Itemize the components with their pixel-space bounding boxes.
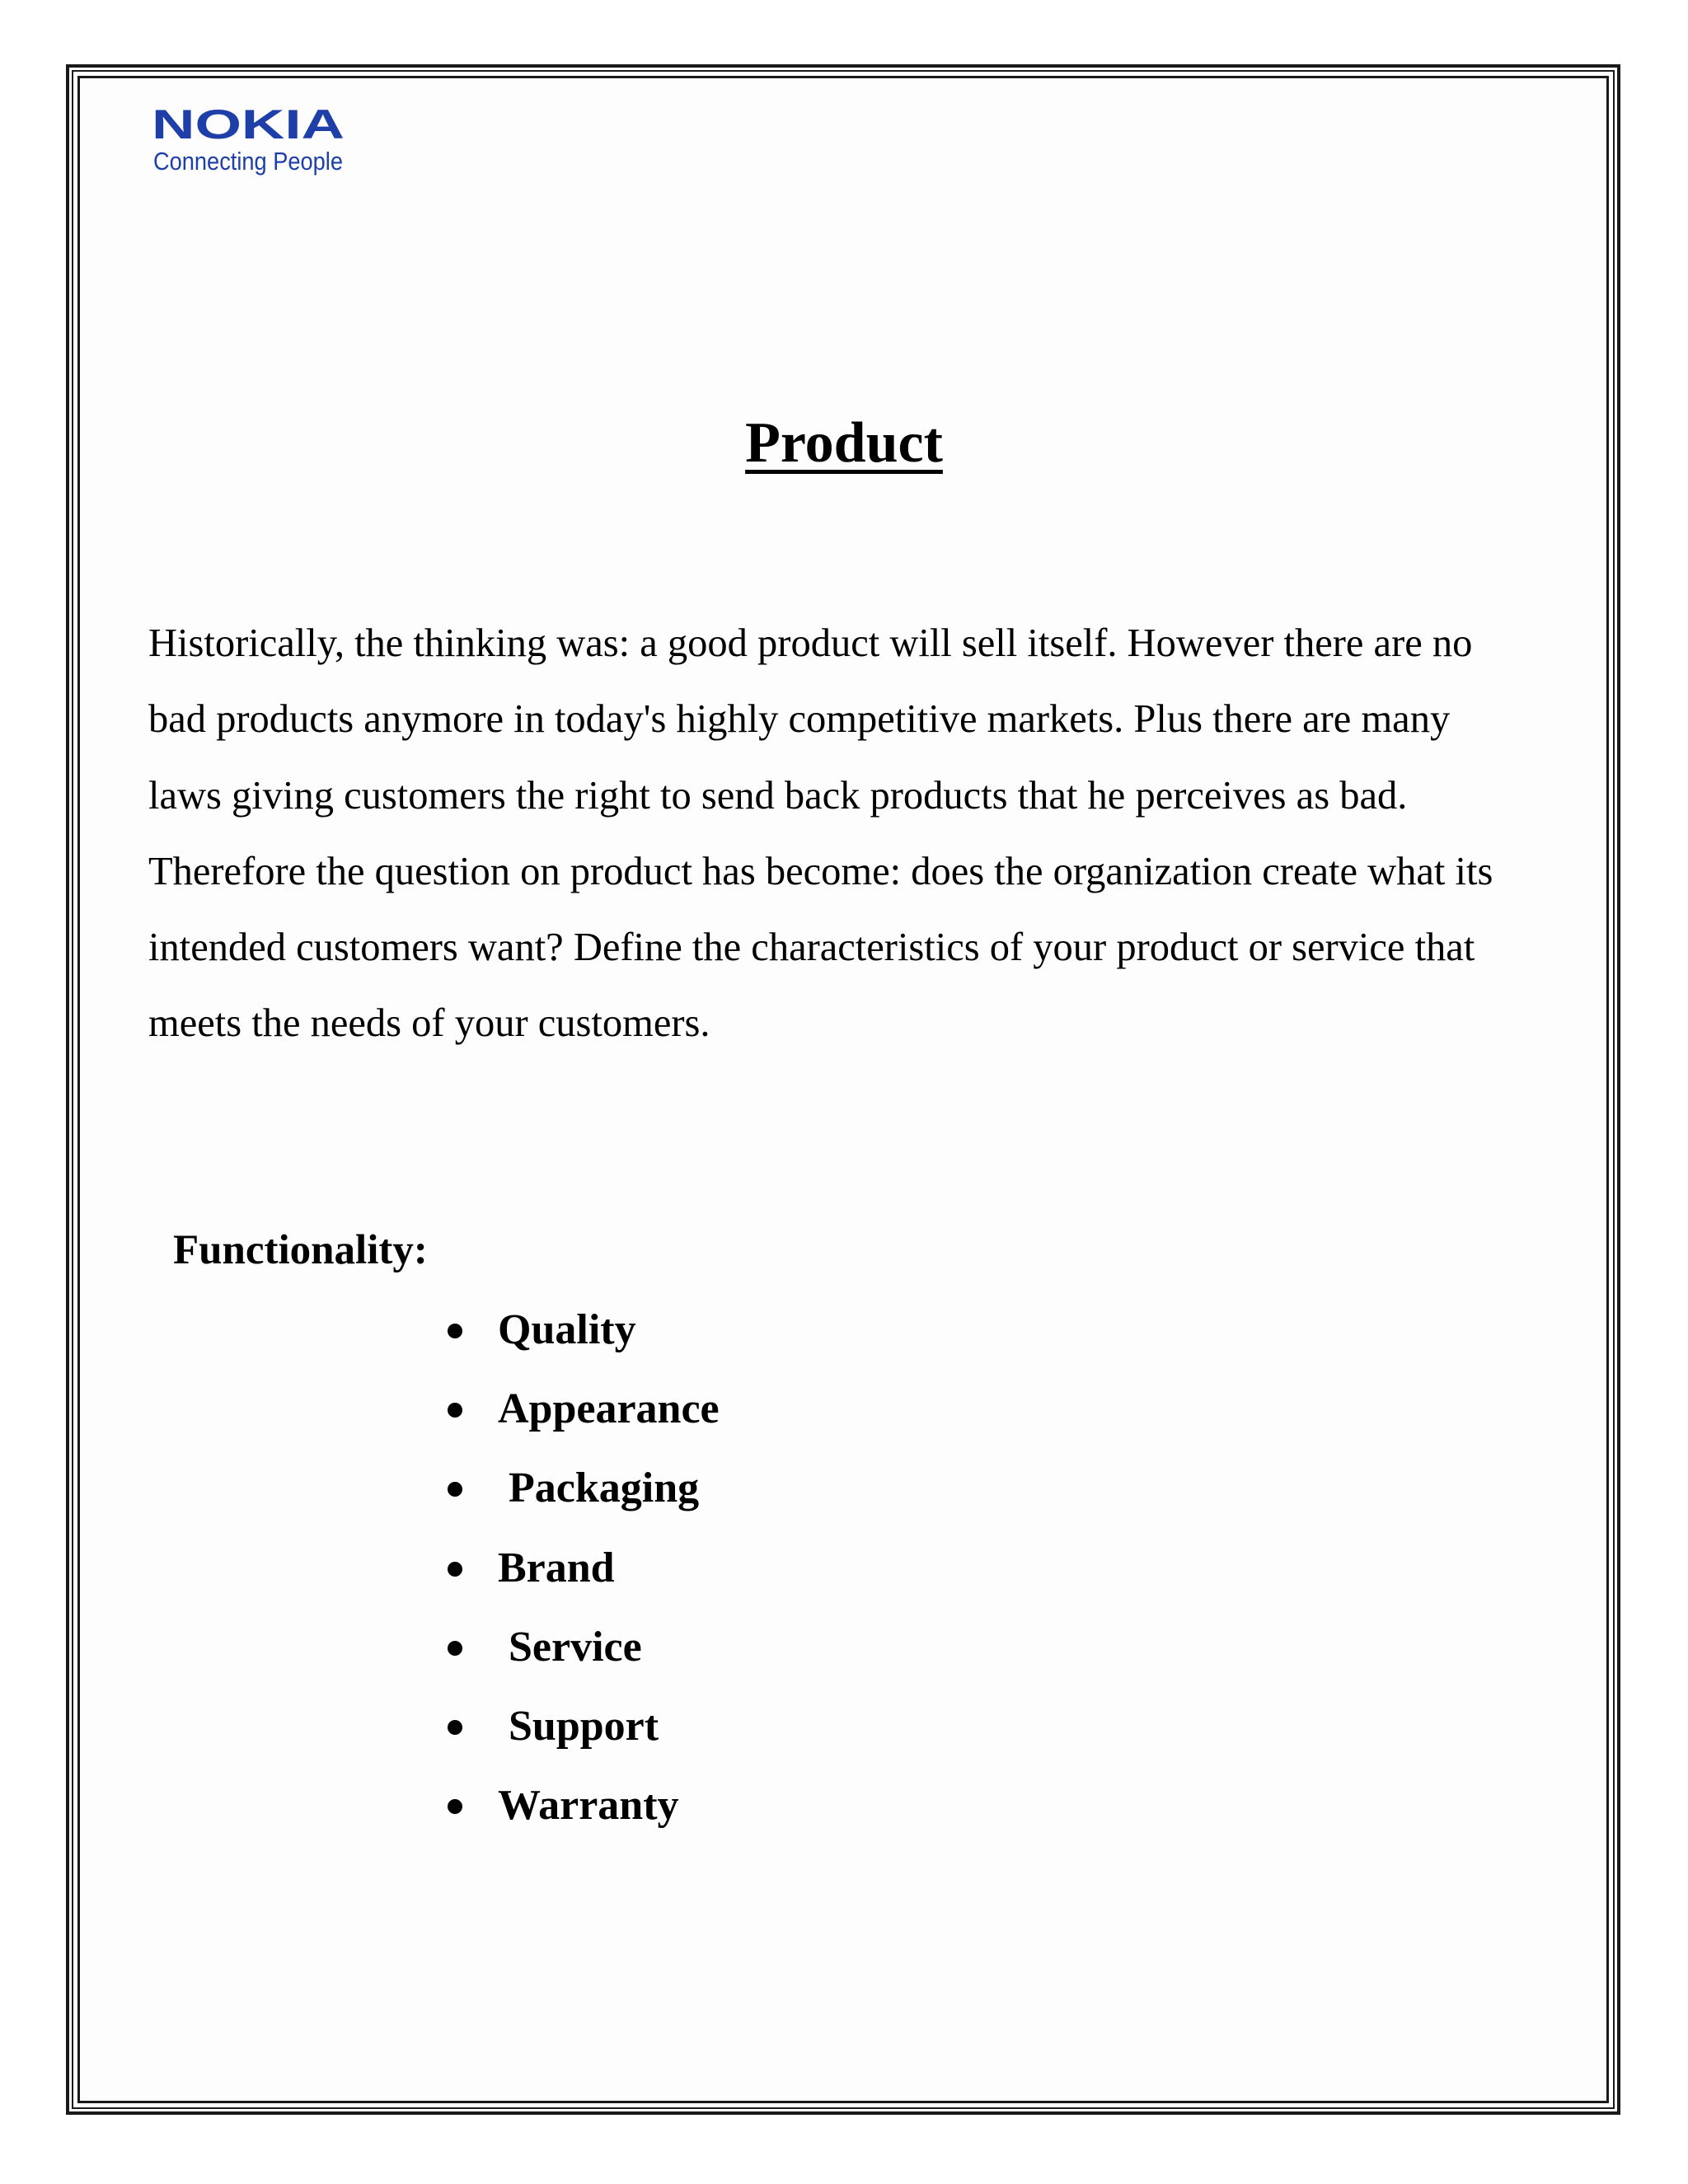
bullet-icon (448, 1720, 462, 1735)
bullet-icon (448, 1641, 462, 1656)
svg-text:NOKIA: NOKIA (152, 101, 345, 148)
bullet-icon (448, 1799, 462, 1814)
page-border-inner (77, 76, 1609, 2103)
body-paragraph: Historically, the thinking was: a good product will sell itself. However there are no bad products anymore in today's highly competitive markets. Plus there are many laws giving customers the right to send back products that he perceives as bad. Therefore the question on product has become: does the organization create what its intended customers want? Define the characteristics of your product or service that meets the needs of your customers. (148, 621, 1493, 1046)
svg-text:Connecting People: Connecting People (153, 147, 343, 176)
feature-label: Support (498, 1702, 659, 1750)
nokia-logo (150, 101, 364, 183)
feature-label: Service (498, 1623, 642, 1671)
bullet-icon (448, 1324, 462, 1338)
feature-label: Packaging (498, 1465, 700, 1512)
feature-label: Brand (498, 1544, 615, 1591)
functionality-heading: Functionality: (173, 1227, 428, 1273)
page-title-text: Product (745, 411, 943, 475)
feature-label: Appearance (498, 1385, 720, 1433)
feature-label: Quality (498, 1306, 636, 1353)
page-title (0, 406, 1688, 480)
bullet-icon (448, 1562, 462, 1577)
feature-label: Warranty (498, 1782, 679, 1830)
